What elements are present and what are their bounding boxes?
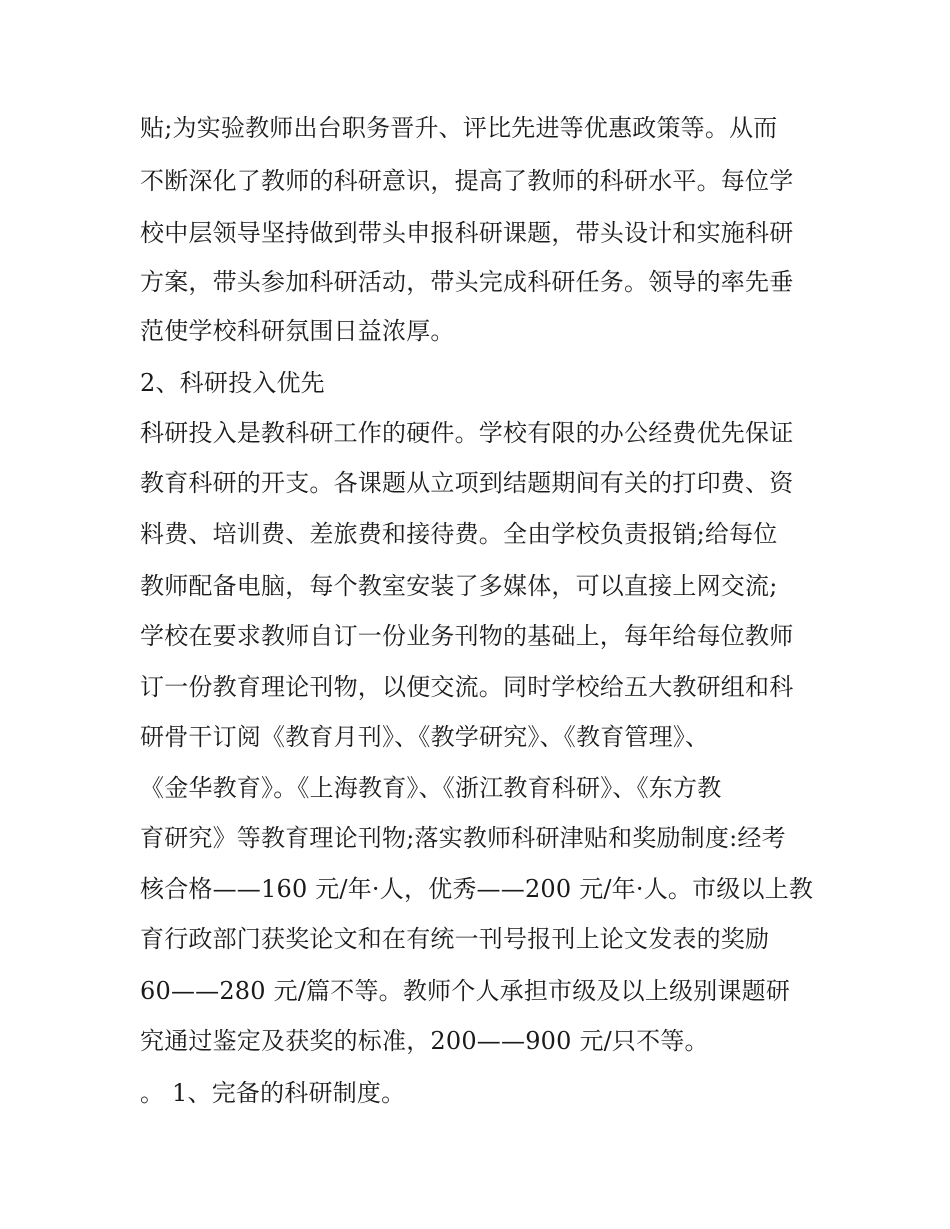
paragraph-line: 60——280 元/篇不等。教师个人承担市级及以上级别课题研 [140, 977, 791, 1005]
paragraph-line: 核合格——160 元/年·人，优秀——200 元/年·人。市级以上教 [140, 875, 814, 903]
paragraph-line: 不断深化了教师的科研意识，提高了教师的科研水平。每位学 [140, 167, 794, 195]
paragraph-line: 教育科研的开支。各课题从立项到结题期间有关的打印费、资 [140, 469, 794, 497]
paragraph-line: 方案，带头参加科研活动，带头完成科研任务。领导的率先垂 [140, 268, 794, 296]
paragraph-line: 订一份教育理论刊物，以便交流。同时学校给五大教研组和科 [140, 673, 794, 701]
paragraph-line: 育研究》等教育理论刊物;落实教师科研津贴和奖励制度:经考 [140, 824, 786, 852]
paragraph-line: 贴;为实验教师出台职务晋升、评比先进等优惠政策等。从而 [140, 114, 778, 142]
paragraph-line: 范使学校科研氛围日益浓厚。 [140, 317, 455, 345]
paragraph-line: 学校在要求教师自订一份业务刊物的基础上，每年给每位教师 [140, 622, 794, 650]
paragraph-line: 料费、培训费、差旅费和接待费。全由学校负责报销;给每位 [140, 520, 778, 548]
paragraph-line: 教师配备电脑，每个教室安装了多媒体，可以直接上网交流; [140, 572, 778, 600]
section-heading: 。 1、完备的科研制度。 [140, 1079, 406, 1107]
section-heading: 2、科研投入优先 [140, 369, 325, 397]
paragraph-line: 校中层领导坚持做到带头申报科研课题，带头设计和实施科研 [140, 219, 794, 247]
paragraph-line: 育行政部门获奖论文和在有统一刊号报刊上论文发表的奖励 [140, 925, 770, 953]
paragraph-line: 科研投入是教科研工作的硬件。学校有限的办公经费优先保证 [140, 419, 794, 447]
paragraph-line: 究通过鉴定及获奖的标准，200——900 元/只不等。 [140, 1027, 709, 1055]
paragraph-line: 研骨干订阅《教育月刊》、《教学研究》、《教育管理》、 [140, 723, 710, 751]
paragraph-line: 《金华教育》。《上海教育》、《浙江教育科研》、《东方教 [140, 774, 722, 802]
